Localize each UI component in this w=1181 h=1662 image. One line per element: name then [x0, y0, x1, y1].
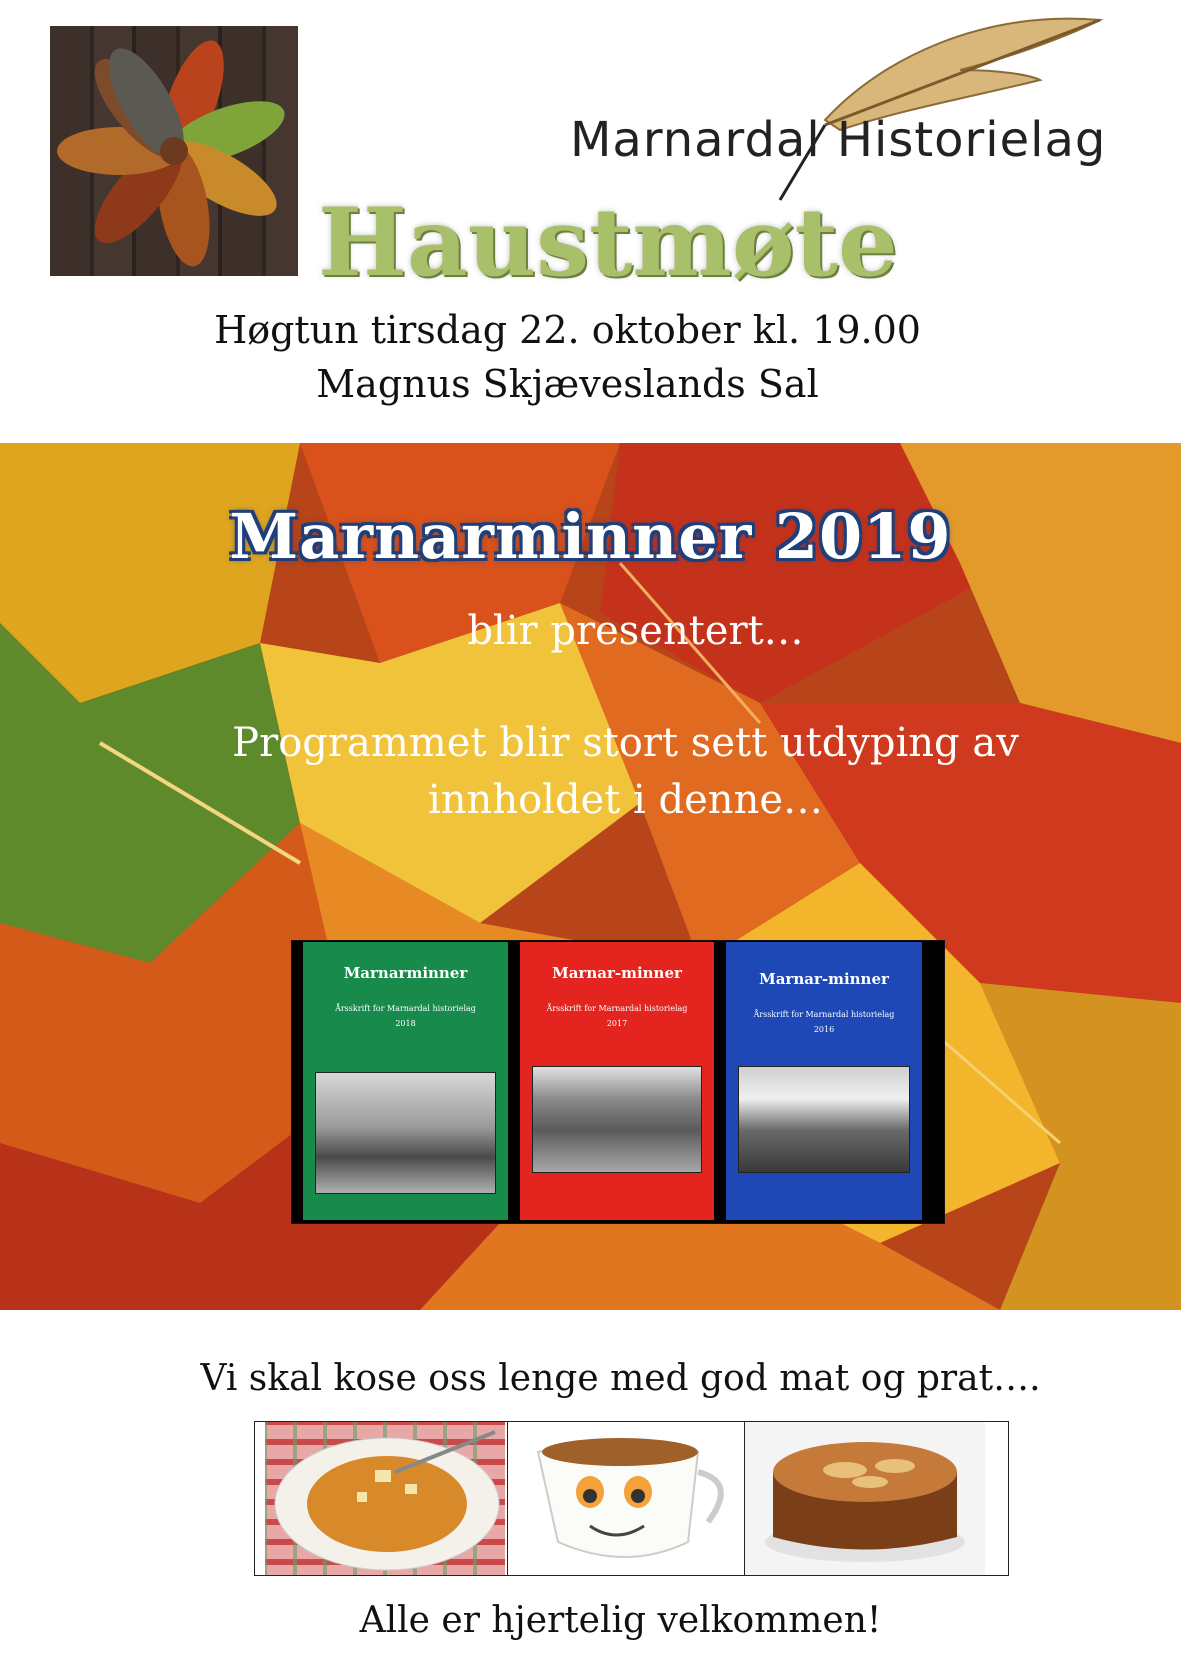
book-photo	[532, 1066, 702, 1173]
yearbook-subtitle: blir presentert…	[467, 608, 804, 654]
program-text-line-2: innholdet i denne…	[428, 777, 823, 823]
book-cover-2016	[726, 942, 922, 1220]
book-year: 2016	[813, 1025, 835, 1034]
quill-feather-icon	[560, 0, 1160, 210]
food-images	[254, 1421, 1009, 1576]
book-year: 2018	[395, 1019, 416, 1028]
page-title: Haustmøte	[318, 188, 898, 298]
soup-bowl-image	[265, 1422, 505, 1575]
logo-text: Marnardal Historielag	[570, 112, 1107, 168]
book-cover-2017	[520, 942, 714, 1220]
book-title: Marnar-minner	[759, 970, 889, 988]
smiling-coffee-cup-image	[507, 1422, 745, 1575]
event-time: Høgtun tirsdag 22. oktober kl. 19.00	[214, 308, 921, 352]
apple-cake-image	[745, 1422, 985, 1575]
book-photo	[315, 1072, 496, 1194]
book-subtitle: Årsskrift for Marnardal historielag	[753, 1010, 895, 1019]
historielag-logo	[560, 0, 1160, 210]
event-venue: Magnus Skjæveslands Sal	[316, 362, 819, 406]
oak-leaves-photo	[50, 26, 298, 276]
book-cover-2018	[303, 942, 508, 1220]
book-subtitle: Årsskrift for Marnardal historielag	[546, 1004, 688, 1013]
book-photo	[738, 1066, 910, 1173]
food-intro-text: Vi skal kose oss lenge med god mat og prat….	[200, 1358, 1041, 1399]
book-year: 2017	[606, 1019, 628, 1028]
book-subtitle: Årsskrift for Marnardal historielag	[335, 1004, 476, 1013]
book-title: Marnar-minner	[552, 964, 682, 982]
program-text-line-1: Programmet blir stort sett utdyping av	[232, 720, 1019, 766]
closing-text: Alle er hjertelig velkommen!	[359, 1600, 882, 1641]
yearbook-covers	[291, 940, 945, 1224]
book-title: Marnarminner	[343, 964, 468, 982]
yearbook-title: Marnarminner 2019	[229, 500, 952, 573]
